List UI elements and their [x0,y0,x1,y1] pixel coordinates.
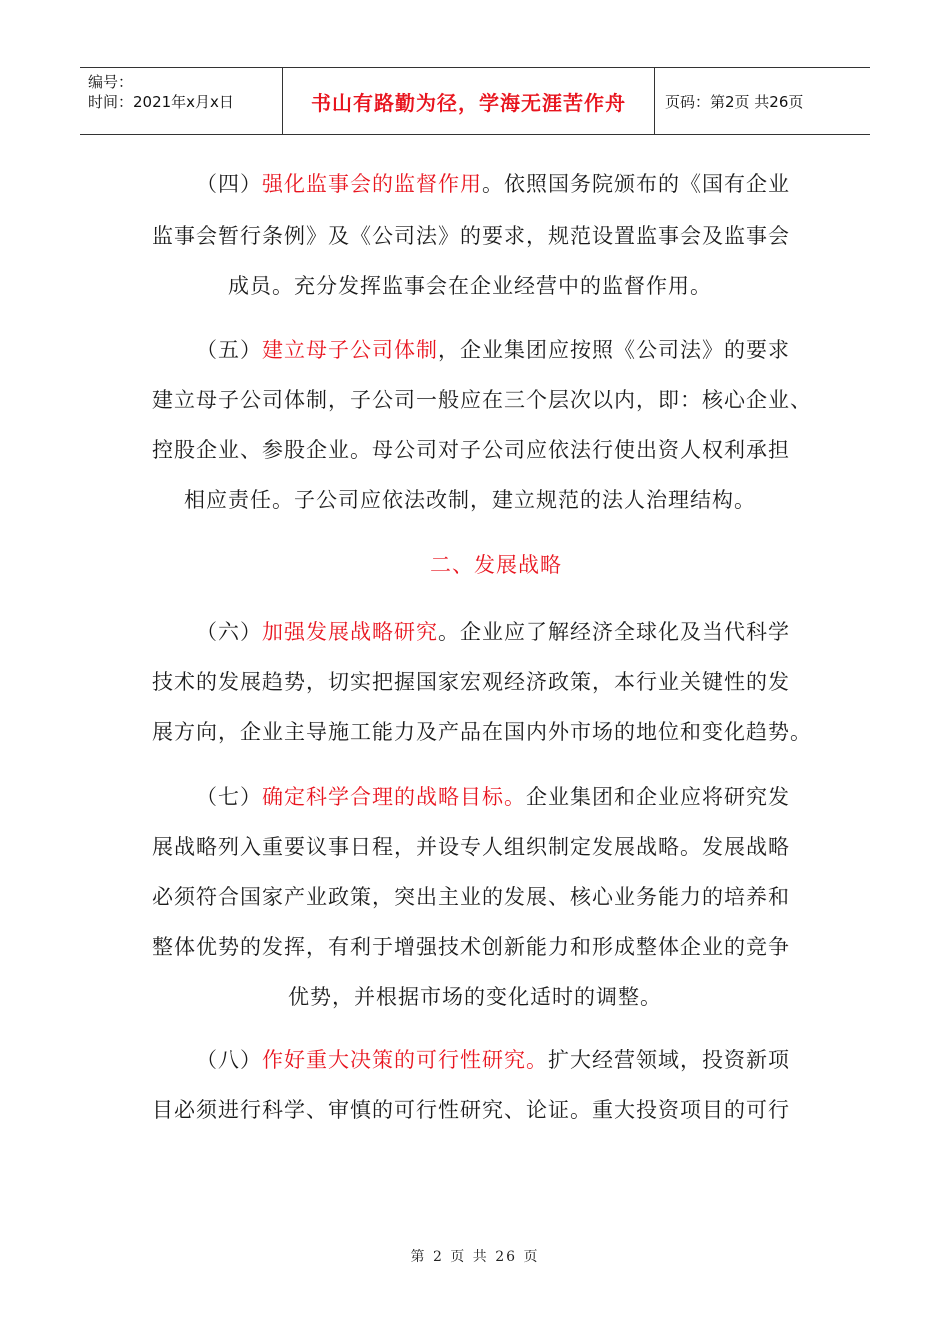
section-4-title: 强化监事会的监督作用 [262,172,482,196]
section-5-line-1: （五）建立母子公司体制，企业集团应按照《公司法》的要求 [196,338,790,362]
section-8-number: （八） [196,1048,262,1072]
section-6-number: （六） [196,620,262,644]
section-6-line-3: 展方向，企业主导施工能力及产品在国内外市场的地位和变化趋势。 [152,720,812,744]
doc-number-label: 编号： [88,73,134,91]
section-8-line-2: 目必须进行科学、审慎的可行性研究、论证。重大投资项目的可行 [152,1098,790,1122]
section-6-title: 加强发展战略研究 [262,620,438,644]
section-7-number: （七） [196,785,262,809]
section-7-line-5: 优势，并根据市场的变化适时的调整。 [288,985,662,1009]
chapter-heading: 二、发展战略 [430,553,562,577]
section-8-line-1: （八）作好重大决策的可行性研究。扩大经营领域，投资新项 [196,1048,790,1072]
section-6-line-1: （六）加强发展战略研究。企业应了解经济全球化及当代科学 [196,620,790,644]
section-6-line-2: 技术的发展趋势，切实把握国家宏观经济政策，本行业关键性的发 [152,670,790,694]
section-8-title: 作好重大决策的可行性研究。 [262,1048,548,1072]
section-7-line-3: 必须符合国家产业政策，突出主业的发展、核心业务能力的培养和 [152,885,790,909]
section-5-line-2: 建立母子公司体制，子公司一般应在三个层次以内，即：核心企业、 [152,388,812,412]
section-4-line-1: （四）强化监事会的监督作用。依照国务院颁布的《国有企业 [196,172,790,196]
header-page-info: 页码：第2页 共26页 [665,92,804,111]
section-4-number: （四） [196,172,262,196]
header-meta [80,68,282,134]
section-5-title: 建立母子公司体制 [262,338,438,362]
section-7-line-4: 整体优势的发挥，有利于增强技术创新能力和形成整体企业的竞争 [152,935,790,959]
page-header [80,67,870,135]
section-5-line-3: 控股企业、参股企业。母公司对子公司应依法行使出资人权利承担 [152,438,790,462]
section-5-number: （五） [196,338,262,362]
section-7-line-2: 展战略列入重要议事日程，并设专人组织制定发展战略。发展战略 [152,835,790,859]
section-4-line-3: 成员。充分发挥监事会在企业经营中的监督作用。 [228,274,712,298]
section-7-title: 确定科学合理的战略目标。 [262,785,526,809]
page-footer: 第 2 页 共 26 页 [410,1249,540,1265]
section-4-line-2: 监事会暂行条例》及《公司法》的要求，规范设置监事会及监事会 [152,224,790,248]
section-7-line-1: （七）确定科学合理的战略目标。企业集团和企业应将研究发 [196,785,790,809]
header-motto: 书山有路勤为径，学海无涯苦作舟 [282,68,655,134]
section-5-line-4: 相应责任。子公司应依法改制，建立规范的法人治理结构。 [184,488,756,512]
doc-time-label: 时间：2021年x月x日 [88,93,234,111]
